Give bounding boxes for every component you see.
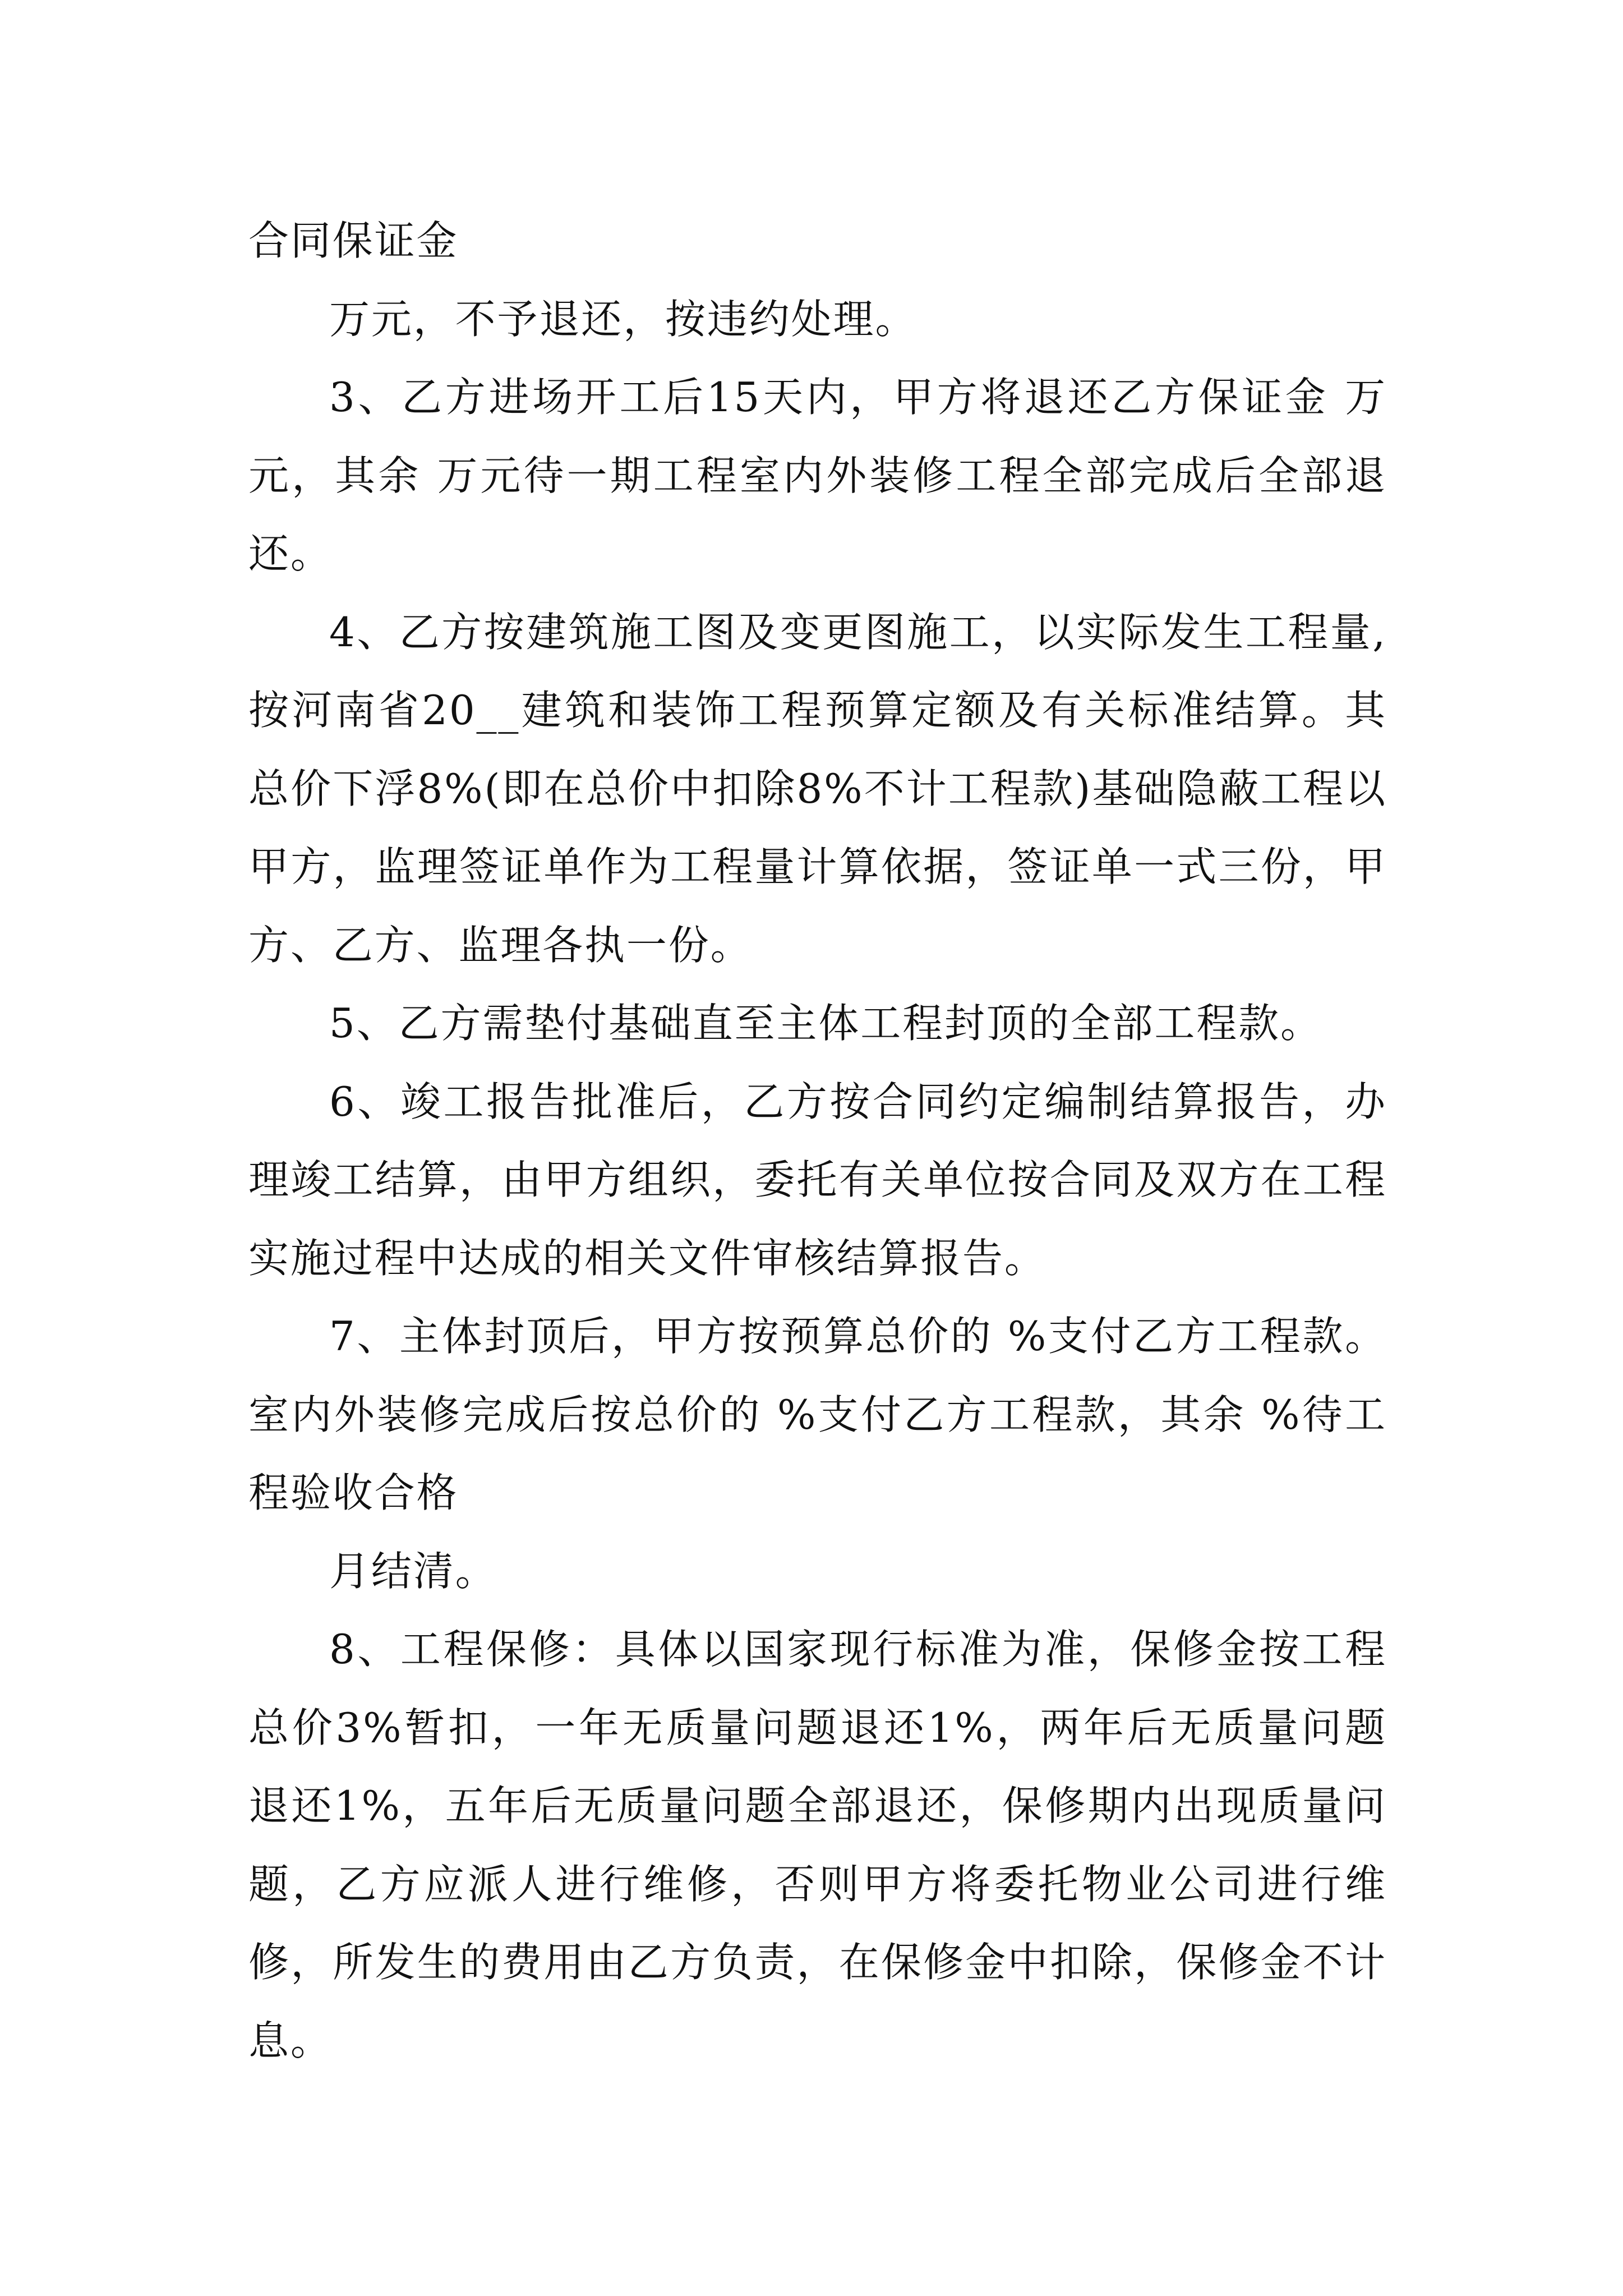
paragraph-4: 5、乙方需垫付基础直至主体工程封顶的全部工程款。 [329,1000,1322,1047]
paragraph-2: 3、乙方进场开工后15天内，甲方将退还乙方保证金 万元，其余 万元待一期工程室内外装修工程全部完成后全部退还。 [248,374,1387,577]
paragraph-8: 8、工程保修：具体以国家现行标准为准，保修金按工程总价3%暂扣，一年无质量问题退还1%，两年后无质量问题退还1%，五年后无质量问题全部退还，保修期内出现质量问题，乙方应派人进行维修，否则甲方将委托物业公司进行维修，所发生的费用由乙方负责，在保修金中扣除，保修金不计息。 [248,1626,1387,2064]
paragraph-5: 6、竣工报告批准后，乙方按合同约定编制结算报告，办理竣工结算，由甲方组织，委托有关单位按合同及双方在工程实施过程中达成的相关文件审核结算报告。 [248,1078,1387,1282]
paragraph-3: 4、乙方按建筑施工图及变更图施工，以实际发生工程量,按河南省20__建筑和装饰工程预算定额及有关标准结算。其总价下浮8%(即在总价中扣除8%不计工程款)基础隐蔽工程以甲方，监理签证单作为工程量计算依据，签证单一式三份，甲方、乙方、监理各执一份。 [248,608,1387,969]
paragraph-6: 7、主体封顶后，甲方按预算总价的 %支付乙方工程款。室内外装修完成后按总价的 %支付乙方工程款，其余 %待工程验收合格 [248,1313,1387,1516]
paragraph-0: 合同保证金 [248,217,459,264]
paragraph-1: 万元，不予退还，按违约处理。 [329,295,917,343]
paragraph-7: 月结清。 [329,1547,497,1595]
document-body [248,202,1387,2080]
